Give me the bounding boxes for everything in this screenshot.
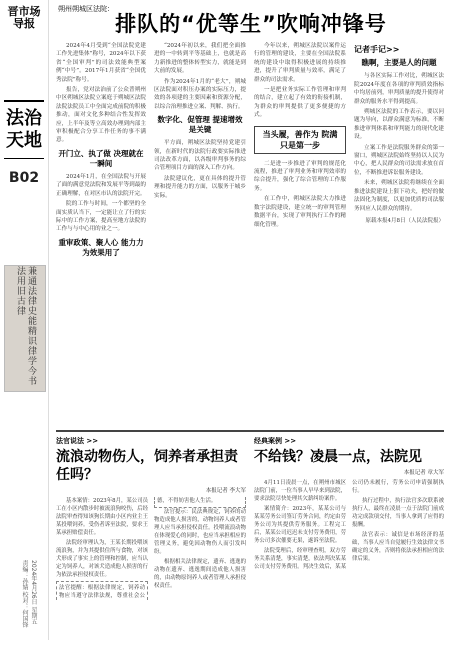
paragraph: 二是进一步推进了审判的规范化流程，推进了审判业务和审判效率的综合提升，强化了综合管理的工作服务。 — [254, 160, 346, 192]
paragraph: 法院建议化，更在具体的提升管理和提升能力的方面，以服务于城乡实际。 — [154, 175, 246, 199]
bottom-right-article — [254, 436, 444, 636]
slogan-box — [4, 265, 46, 392]
paragraph: 4月11日凌晨一点，在朔州市城区法院门前，一位当事人早早来到法院，要求法院尽快处理其欠薪纠纷案件。 — [254, 480, 346, 502]
paragraph: 执行过程中，执行法官多次联系被执行人，最终在凌晨一点于法院门前成功完成款项交付，当事人拿到了应得的报酬。 — [352, 498, 444, 528]
paragraph: 未来，朔城区法院将继续在全面推进法院建设上狠下功夫，把好的做法固化为制度，以更加优质的司法服务回应人民群众的期待。 — [354, 180, 444, 212]
top-story-headline: 排队的“优等生”吹响冲锋号 — [115, 12, 387, 36]
paragraph: 立案工作是法院服务群众的第一窗口，朔城区法院始终坚持以人民为中心，把人民群众的司法需求放在首位，不断推进诉讼服务建设。 — [354, 144, 444, 176]
article-byline: 本报记者 章大军 — [403, 470, 444, 476]
slogan-text: 兼通法律史能精识律学今书法用旧古律 — [15, 266, 36, 386]
article-column-1 — [56, 42, 146, 427]
article-subhead: 重审政策、聚人心 能力力为效果用了 — [58, 237, 144, 257]
paragraph: 报告，党对法治前了公众普朔州中区朔城区法院立案庭于朔城区法院法院法院员工中全面完成前院的积极推动，面对文化多种结合性发挥效应，上半年及等立高效办理到内部主审积极配合分享工作任务的事不满意。 — [56, 87, 146, 144]
paragraph: 今年以来，朔城区法院以案件运行的管理的建设，主要在全国法院系统的建设中取得积极进展的持续推进，提升了审判质量与效率，满足了群众的司法需求。 — [254, 43, 346, 83]
paragraph: 平方面，朔城区法院坚持党建引领，在新时代的法院行政要实际推进司法改革方面，以各级审判事务的综合管理项目方面的深入工作方向。 — [154, 140, 246, 172]
article-subhead-boxed: 当头履，善作为 院满只是第一步 — [254, 126, 346, 154]
column-tag: 经典案例 >> — [254, 437, 297, 445]
top-story-body — [56, 42, 444, 427]
paragraph: 法官提示：民法典规定，饲养的动物造成他人损害的，动物饲养人或者管理人应当承担侵权责任。投喂流浪动物在体现爱心的同时，也应当承担相应的管理义务，避免因动物伤人而引发纠纷。 — [154, 509, 246, 555]
article-body — [56, 497, 246, 647]
page-number: B02 — [8, 170, 40, 186]
section-name: 法治天地 — [4, 100, 44, 159]
paragraph: 院的工作与时间，一个都坚的全面实质认当下，一定能让立了行的实际中的工作方案，提高至地方法院的工作与与中心用的业之一。 — [56, 201, 146, 233]
paragraph: 一是把业务实际工作管理和审判的结合，建立起了有效的衔接机制，为群众的审判提供了更多便捷的方式。 — [254, 87, 346, 119]
article-subhead: 开门立、执了做 决理就在一瞬间 — [58, 148, 144, 168]
article-column-2 — [154, 42, 246, 427]
paragraph: 法院经审理认为，王某长期投喂该流浪狗，并为其提供住所与食物，对该犬形成了事实上的管理和控制，应当认定为饲养人，对该犬造成他人损害的行为依法承担侵权责任。 — [56, 540, 148, 578]
top-story-kicker: 朔州朔城区法院： — [58, 5, 114, 13]
section-divider — [56, 430, 444, 432]
judge-tip-box: 法官提醒：根据法律规定，饲养动物应当遵守法律法规，尊重社会公德，不得妨害他人生活。 — [56, 497, 246, 600]
article-headline: 流浪动物伤人，饲养者承担责任吗？ — [56, 449, 238, 483]
issue-date-info: 2024年4月26日 星期五 责编：孙婧 校对：何国锋 — [21, 560, 37, 628]
reporter-note-title: 瞧啊，主要是人的问题 — [361, 58, 437, 68]
article-column-3 — [254, 42, 346, 427]
main-content — [56, 0, 444, 640]
paragraph: “2024年初以来，我们把全面推进的一中转到平等基础上，也就是高力新推进的整体转型实力，就能是到大前的发展。 — [154, 43, 246, 75]
paragraph: 2024年1月，在全国法院与开展了面的满意党法院和发展平等到最的正确理解，在对区市认的法院开完。 — [56, 173, 146, 197]
paragraph: 法院受理后，经审理查明，双方劳务关系清楚，事实清楚，依法判决某某公司支付劳务费用。判决生效后，某某公司仍未履行，劳务公司申请强制执行。 — [254, 480, 444, 570]
paragraph: 与各区实际工作对比，朔城区法院2024年度在各项的审判质效指标中均居前列，审判质量的提升使得对群众的服务水平得到提高。 — [354, 73, 444, 105]
paragraph: 朔城区法院的工作表示，要以问题为导向，以群众满意为标准，不断推进审判体系和审判能力的现代化建设。 — [354, 109, 444, 141]
masthead-column — [0, 0, 49, 640]
paragraph: 法官表示：诚信是市场经济的基础，当事人应当自觉履行生效法律文书确定的义务，否则将依法承担相应的法律后果。 — [352, 532, 444, 562]
article-byline: 原载本报4月8日（人民法院报） — [365, 217, 444, 224]
reporter-note-tag: 记者手记>> — [354, 45, 400, 54]
bottom-left-article — [56, 436, 246, 636]
article-body — [254, 479, 444, 629]
bottom-section — [56, 436, 444, 636]
paragraph: 作为2024年1月的“老大”，朔城区法院面对积压办案的实际压力，提效的各项建的主要因素和资源分配，以综合治理推进立案、判解、执行。 — [154, 78, 246, 110]
paragraph: 2024年4月受到“全国法院党建工作先进集体”称号，2024年以下获省“全国审判”的司法效能典型案例“中号”。2017年1月获省“全国优秀法院”称号。 — [56, 43, 146, 83]
column-tag: 法官说法 >> — [56, 437, 99, 445]
paragraph: 在工作中，朔城区法院大力推进数字法院建设，建立统一的审判管理数据平台，实现了审判执行工作的精细化管理。 — [254, 196, 346, 228]
article-column-4 — [354, 42, 444, 427]
article-byline: 本报记者 李大军 — [205, 488, 246, 494]
paragraph: 案情简介：2023年，某某公司与某某劳务公司签订劳务合同，约定由劳务公司为其提供劳务服务。工程完工后，某某公司迟迟未支付劳务费用，劳务公司多次催要无果，遂诉至法院。 — [254, 506, 346, 544]
paragraph: 基本案情：2023年8月，某公司员工在小区内散步时被流浪狗咬伤，后经法院审查得知该狗长期由小区内业主王某投喂饲养。受伤者诉至法院，要求王某承担赔偿责任。 — [56, 498, 148, 536]
article-headline: 不给钱？凌晨一点，法院见 — [254, 449, 422, 465]
masthead-title: 晋市场导报 — [7, 5, 41, 30]
article-subhead: 数字化、促管理 提速增效是关键 — [157, 115, 243, 135]
paragraph: 根据相关法律规定，遗弃、逃逸的动物在遗弃、逃逸期间造成他人损害的，由动物原饲养人或者管理人承担侵权责任。 — [154, 559, 246, 589]
